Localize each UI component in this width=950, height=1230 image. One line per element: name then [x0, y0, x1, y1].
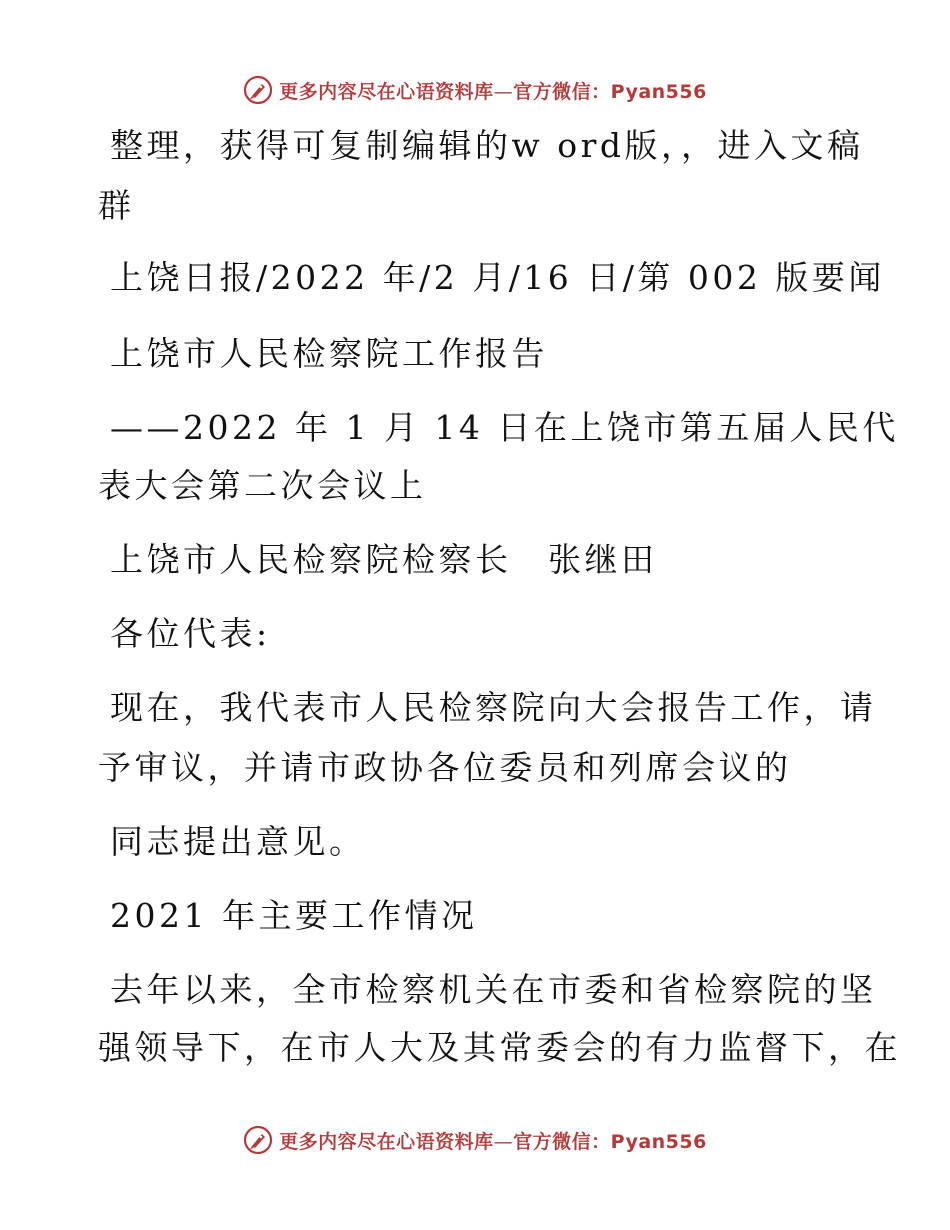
text-line: 去年以来，全市检察机关在市委和省检察院的坚: [110, 970, 877, 1009]
watermark-text: [279, 77, 707, 104]
text-line: 群: [98, 186, 135, 225]
text-line: 上饶日报/2022 年/2 月/16 日/第 002 版要闻: [110, 258, 885, 297]
watermark-text: [279, 1127, 707, 1154]
watermark-wechat-text: 官方微信：Pyan556: [513, 80, 707, 103]
document-author: 上饶市人民检察院检察长 张继田: [110, 540, 658, 579]
section-heading: 2021 年主要工作情况: [110, 896, 478, 935]
text-line: 予审议，并请市政协各位委员和列席会议的: [98, 748, 792, 787]
pen-nib-icon: [243, 1125, 273, 1155]
watermark-site-text: 更多内容尽在心语资料库: [279, 80, 494, 103]
document-title: 上饶市人民检察院工作报告: [110, 334, 548, 373]
footer-watermark-banner: [0, 1122, 950, 1158]
text-line: 同志提出意见。: [110, 822, 366, 861]
watermark-site-text: 更多内容尽在心语资料库: [279, 1130, 494, 1153]
salutation: 各位代表:: [110, 614, 271, 653]
text-line: 表大会第二次会议上: [98, 466, 427, 505]
watermark-wechat-text: 官方微信：Pyan556: [513, 1130, 707, 1153]
text-line: 整理，获得可复制编辑的w ord版，，进入文稿: [110, 126, 864, 165]
text-line: 强领导下，在市人大及其常委会的有力监督下，在: [98, 1028, 901, 1067]
header-watermark-banner: [0, 72, 950, 108]
document-subtitle: ——2022 年 1 月 14 日在上饶市第五届人民代: [110, 408, 899, 447]
pen-nib-icon: [243, 75, 273, 105]
text-line: 现在，我代表市人民检察院向大会报告工作，请: [110, 688, 877, 727]
watermark-separator: —: [493, 1130, 514, 1153]
watermark-separator: —: [493, 80, 514, 103]
